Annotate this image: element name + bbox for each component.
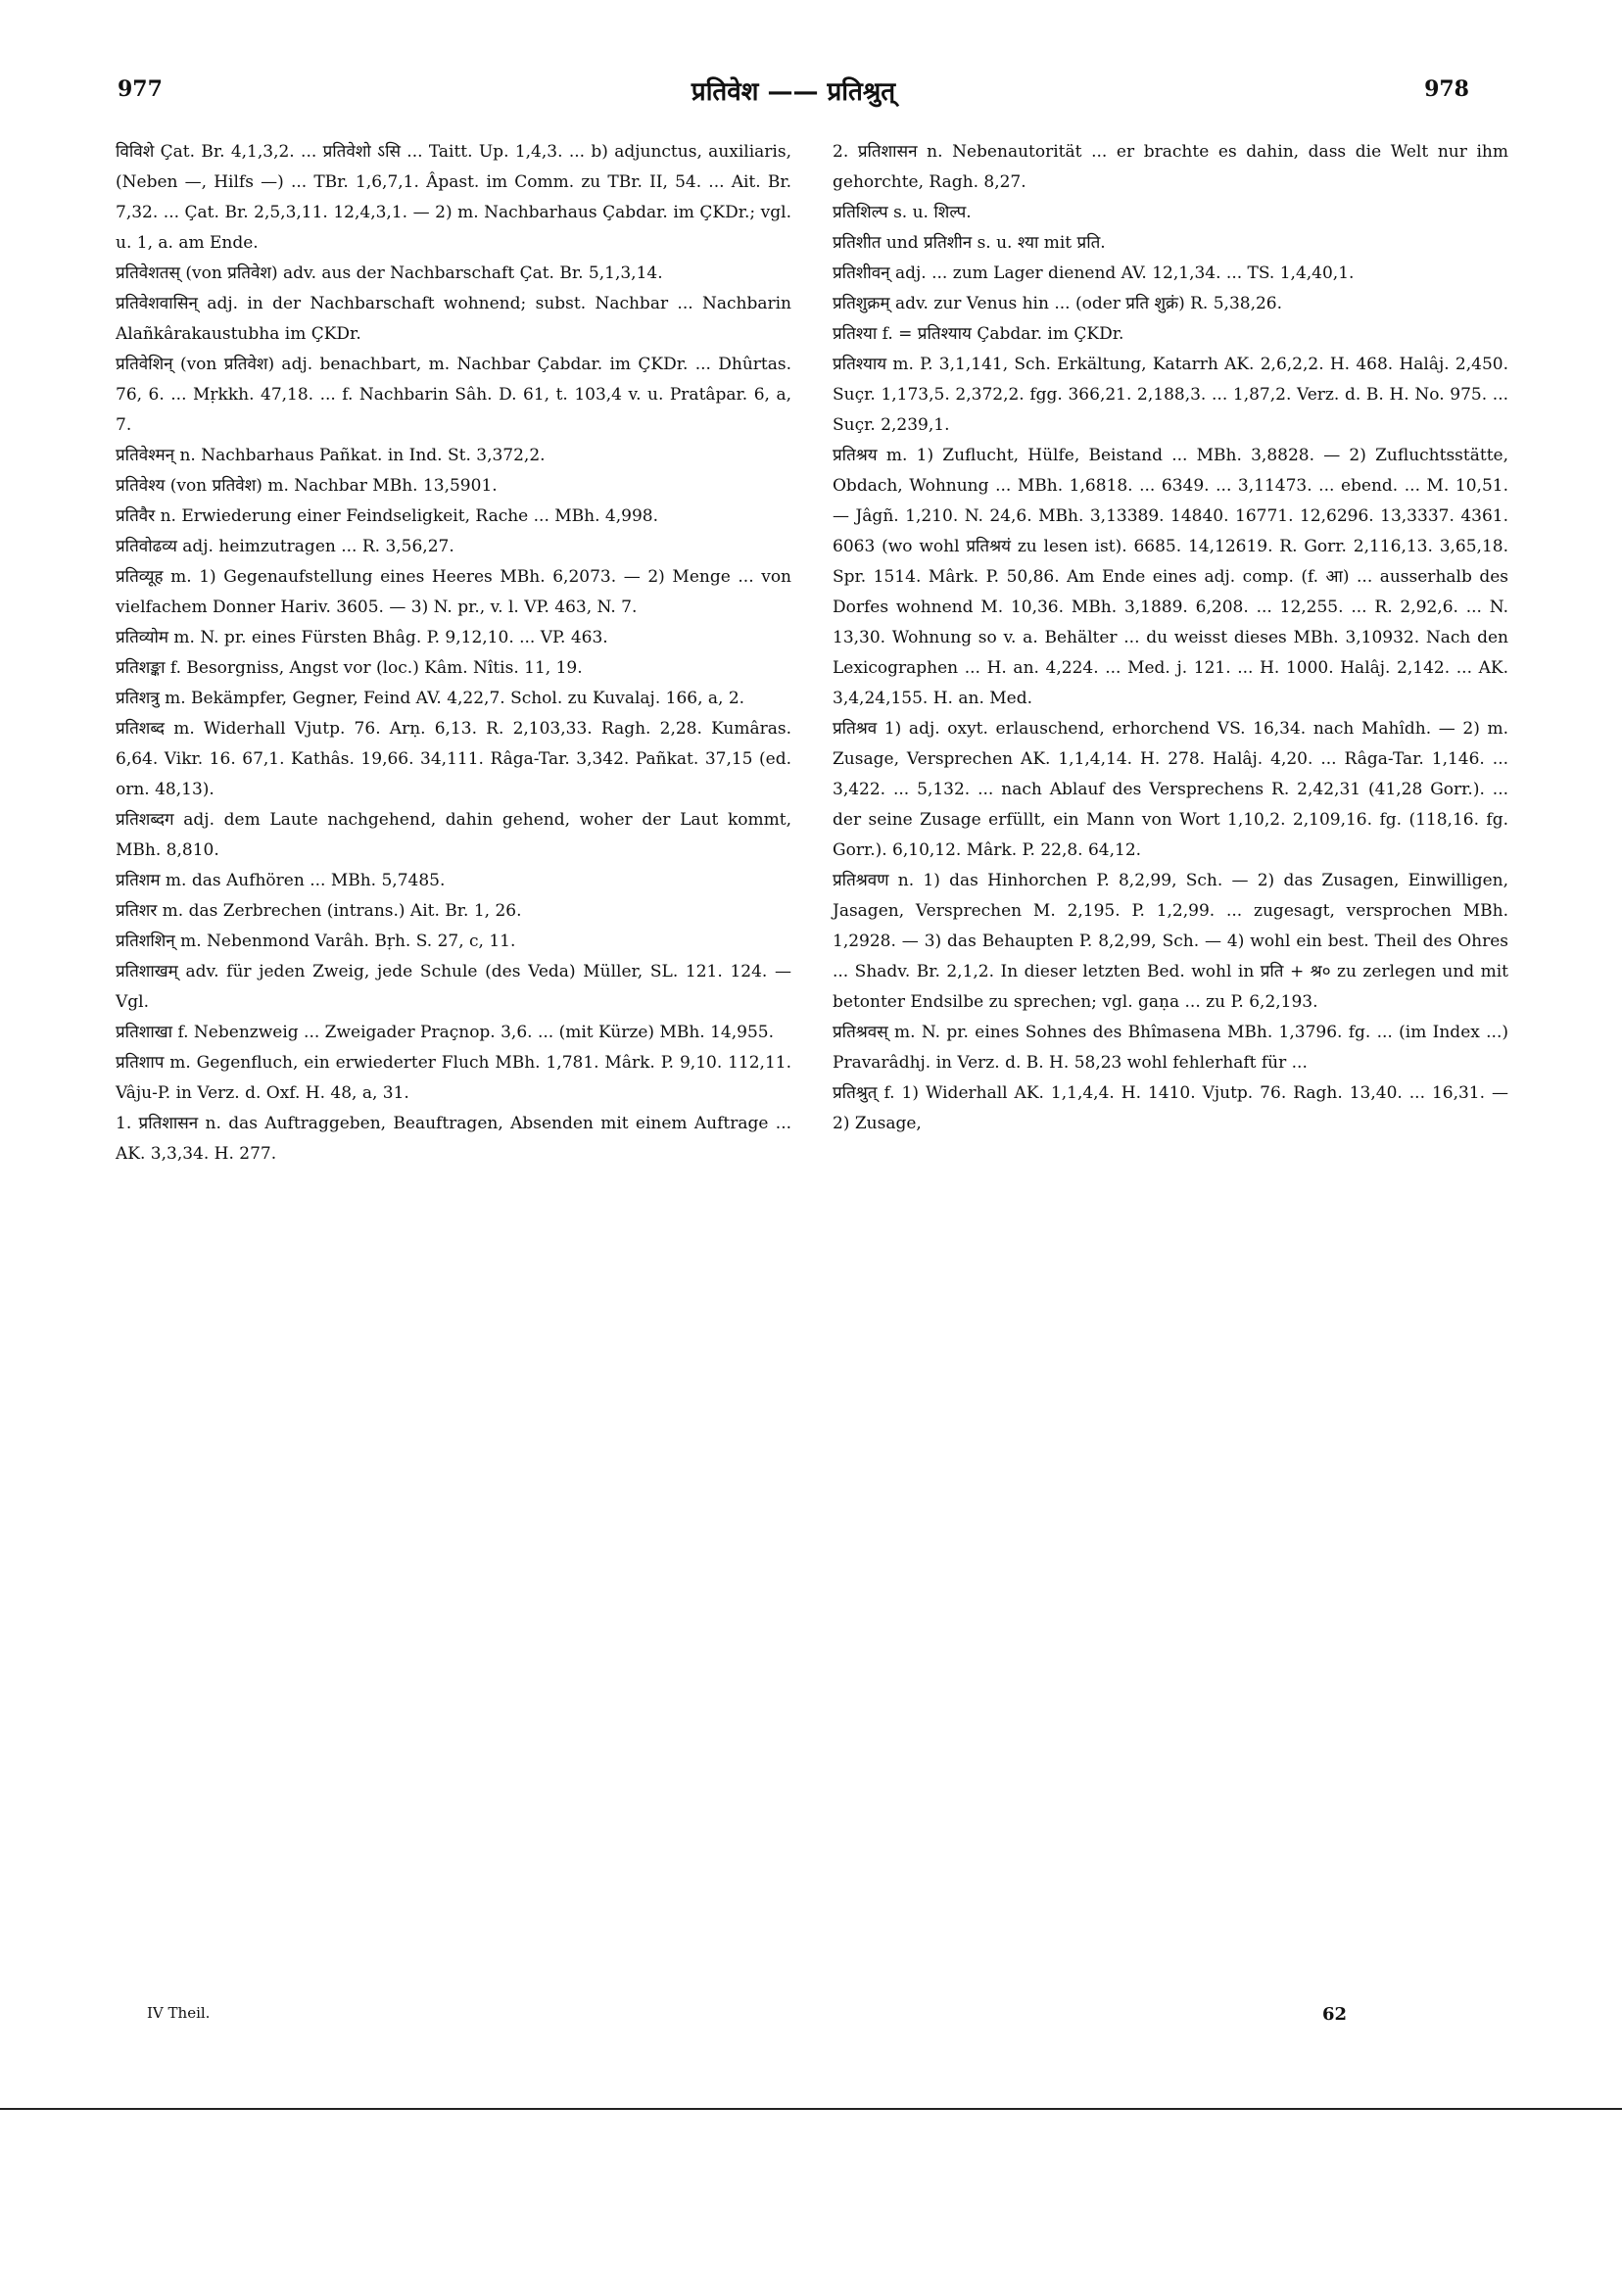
- dictionary-column-right: 2. प्रतिशासन n. Nebenautorität ... er brachte es dahin, dass die Welt nur ihm gehorchte, Ragh. 8,27. प्रतिशिल्प s. u. शिल्प. प्रतिशीत und प्रतिशीन s. u. श्या mit प्रति. प्रतिशीवन् adj. ... zum Lager dienend AV. 12,1,34. ... TS. 1,4,40,1. प्रतिशुक्रम् adv. zur Venus hin ... (oder प्रति शुक्रं) R. 5,38,26. प्रतिश्या f. = प्रतिश्याय Çabdar. im ÇKDr. प्रतिश्याय m. P. 3,1,141, Sch. Erkältung, Katarrh AK. 2,6,2,2. H. 468. Halâj. 2,450. Suçr. 1,173,5. 2,372,2. fgg. 366,21. 2,188,3. ... 1,87,2. Verz. d. B. H. No. 975. ... Suçr. 2,239,1. प्रतिश्रय m. 1) Zuflucht, Hülfe, Beistand ... MBh. 3,8828. — 2) Zufluchtsstätte, Obdach, Wohnung ... MBh. 1,6818. ... 6349. ... 3,11473. ... ebend. ... M. 10,51. — Jâgñ. 1,210. N. 24,6. MBh. 3,13389. 14840. 16771. 12,6296. 13,3337. 4361. 6063 (wo wohl प्रतिश्रयं zu lesen ist). 6685. 14,12619. R. Gorr. 2,116,13. 3,65,18. Spr. 1514. Mârk. P. 50,86. Am Ende eines adj. comp. (f. आ) ... ausserhalb des Dorfes wohnend M. 10,36. MBh. 3,1889. 6,208. ... 12,255. ... R. 2,92,6. ... N. 13,30. Wohnung so v. a. Behälter ... du weisst dieses MBh. 3,10932. Nach den Lexicographen ... H. an. 4,224. ... Med. j. 121. ... H. 1000. Halâj. 2,142. ... AK. 3,4,24,155. H. an. Med. प्रतिश्रव 1) adj. oxyt. erlauschend, erhorchend VS. 16,34. nach Mahîdh. — 2) m. Zusage, Versprechen AK. 1,1,4,14. H. 278. Halâj. 4,20. ... Râga-Tar. 1,146. ... 3,422. ... 5,132. ... nach Ablauf des Versprechens R. 2,42,31 (41,28 Gorr.). ... der seine Zusage erfüllt, ein Mann von Wort 1,10,2. 2,109,16. fg. (118,16. fg. Gorr.). 6,10,12. Mârk. P. 22,8. 64,12. प्रतिश्रवण n. 1) das Hinhorchen P. 8,2,99, Sch. — 2) das Zusagen, Einwilligen, Jasagen, Versprechen M. 2,195. P. 1,2,99. ... zugesagt, versprochen MBh. 1,2928. — 3) das Behaupten P. 8,2,99, Sch. — 4) wohl ein best. Theil des Ohres ... Shadv. Br. 2,1,2. In dieser letzten Bed. wohl in प्रति + श्र० zu zerlegen und mit betonter Endsilbe zu sprechen; vgl. gaṇa ... zu P. 6,2,193. प्रतिश्रवस् m. N. pr. eines Sohnes des Bhîmasena MBh. 1,3796. fg. ... (im Index ...) Pravarâdhj. in Verz. d. B. H. 58,23 wohl fehlerhaft für ... प्रतिश्रुत् f. 1) Widerhall AK. 1,1,4,4. H. 1410. Vjutp. 76. Ragh. 13,40. ... 16,31. — 2) Zusage,: [833, 142, 1508, 1133]
- volume-label: IV Theil.: [147, 2004, 211, 2022]
- page-bottom-rule: [0, 2108, 1622, 2110]
- running-title: प्रतिवेश —— प्रतिश्रुत्: [691, 77, 896, 107]
- signature-mark: 62: [1322, 2004, 1348, 2025]
- page-number-left: 977: [118, 76, 163, 102]
- page-number-right: 978: [1424, 76, 1469, 102]
- running-header: [118, 76, 1469, 116]
- dictionary-column-left: विविशे Çat. Br. 4,1,3,2. ... प्रतिवेशो ऽसि ... Taitt. Up. 1,4,3. ... b) adjunctus, auxiliaris, (Neben —, Hilfs —) ... TBr. 1,6,7,1. Âpast. im Comm. zu TBr. II, 54. ... Ait. Br. 7,32. ... Çat. Br. 2,5,3,11. 12,4,3,1. — 2) m. Nachbarhaus Çabdar. im ÇKDr.; vgl. u. 1, a. am Ende. प्रतिवेशतस् (von प्रतिवेश) adv. aus der Nachbarschaft Çat. Br. 5,1,3,14. प्रतिवेशवासिन् adj. in der Nachbarschaft wohnend; subst. Nachbar ... Nachbarin Alañkârakaustubha im ÇKDr. प्रतिवेशिन् (von प्रतिवेश) adj. benachbart, m. Nachbar Çabdar. im ÇKDr. ... Dhûrtas. 76, 6. ... Mṛkkh. 47,18. ... f. Nachbarin Sâh. D. 61, t. 103,4 v. u. Pratâpar. 6, a, 7. प्रतिवेश्मन् n. Nachbarhaus Pañkat. in Ind. St. 3,372,2. प्रतिवेश्य (von प्रतिवेश) m. Nachbar MBh. 13,5901. प्रतिवैर n. Erwiederung einer Feindseligkeit, Rache ... MBh. 4,998. प्रतिवोढव्य adj. heimzutragen ... R. 3,56,27. प्रतिव्यूह m. 1) Gegenaufstellung eines Heeres MBh. 6,2073. — 2) Menge ... von vielfachem Donner Hariv. 3605. — 3) N. pr., v. l. VP. 463, N. 7. प्रतिव्योम m. N. pr. eines Fürsten Bhâg. P. 9,12,10. ... VP. 463. प्रतिशङ्का f. Besorgniss, Angst vor (loc.) Kâm. Nîtis. 11, 19. प्रतिशत्रु m. Bekämpfer, Gegner, Feind AV. 4,22,7. Schol. zu Kuvalaj. 166, a, 2. प्रतिशब्द m. Widerhall Vjutp. 76. Arṇ. 6,13. R. 2,103,33. Ragh. 2,28. Kumâras. 6,64. Vikr. 16. 67,1. Kathâs. 19,66. 34,111. Râga-Tar. 3,342. Pañkat. 37,15 (ed. orn. 48,13). प्रतिशब्दग adj. dem Laute nachgehend, dahin gehend, woher der Laut kommt, MBh. 8,810. प्रतिशम m. das Aufhören ... MBh. 5,7485. प्रतिशर m. das Zerbrechen (intrans.) Ait. Br. 1, 26. प्रतिशशिन् m. Nebenmond Varâh. Bṛh. S. 27, c, 11. प्रतिशाखम् adv. für jeden Zweig, jede Schule (des Veda) Müller, SL. 121. 124. — Vgl. प्रतिशाखा f. Nebenzweig ... Zweigader Praçnop. 3,6. ... (mit Kürze) MBh. 14,955. प्रतिशाप m. Gegenfluch, ein erwiederter Fluch MBh. 1,781. Mârk. P. 9,10. 112,11. Vâju-P. in Verz. d. Oxf. H. 48, a, 31. 1. प्रतिशासन n. das Auftraggeben, Beauftragen, Absenden mit einem Auftrage ... AK. 3,3,34. H. 277.: [116, 142, 791, 1164]
